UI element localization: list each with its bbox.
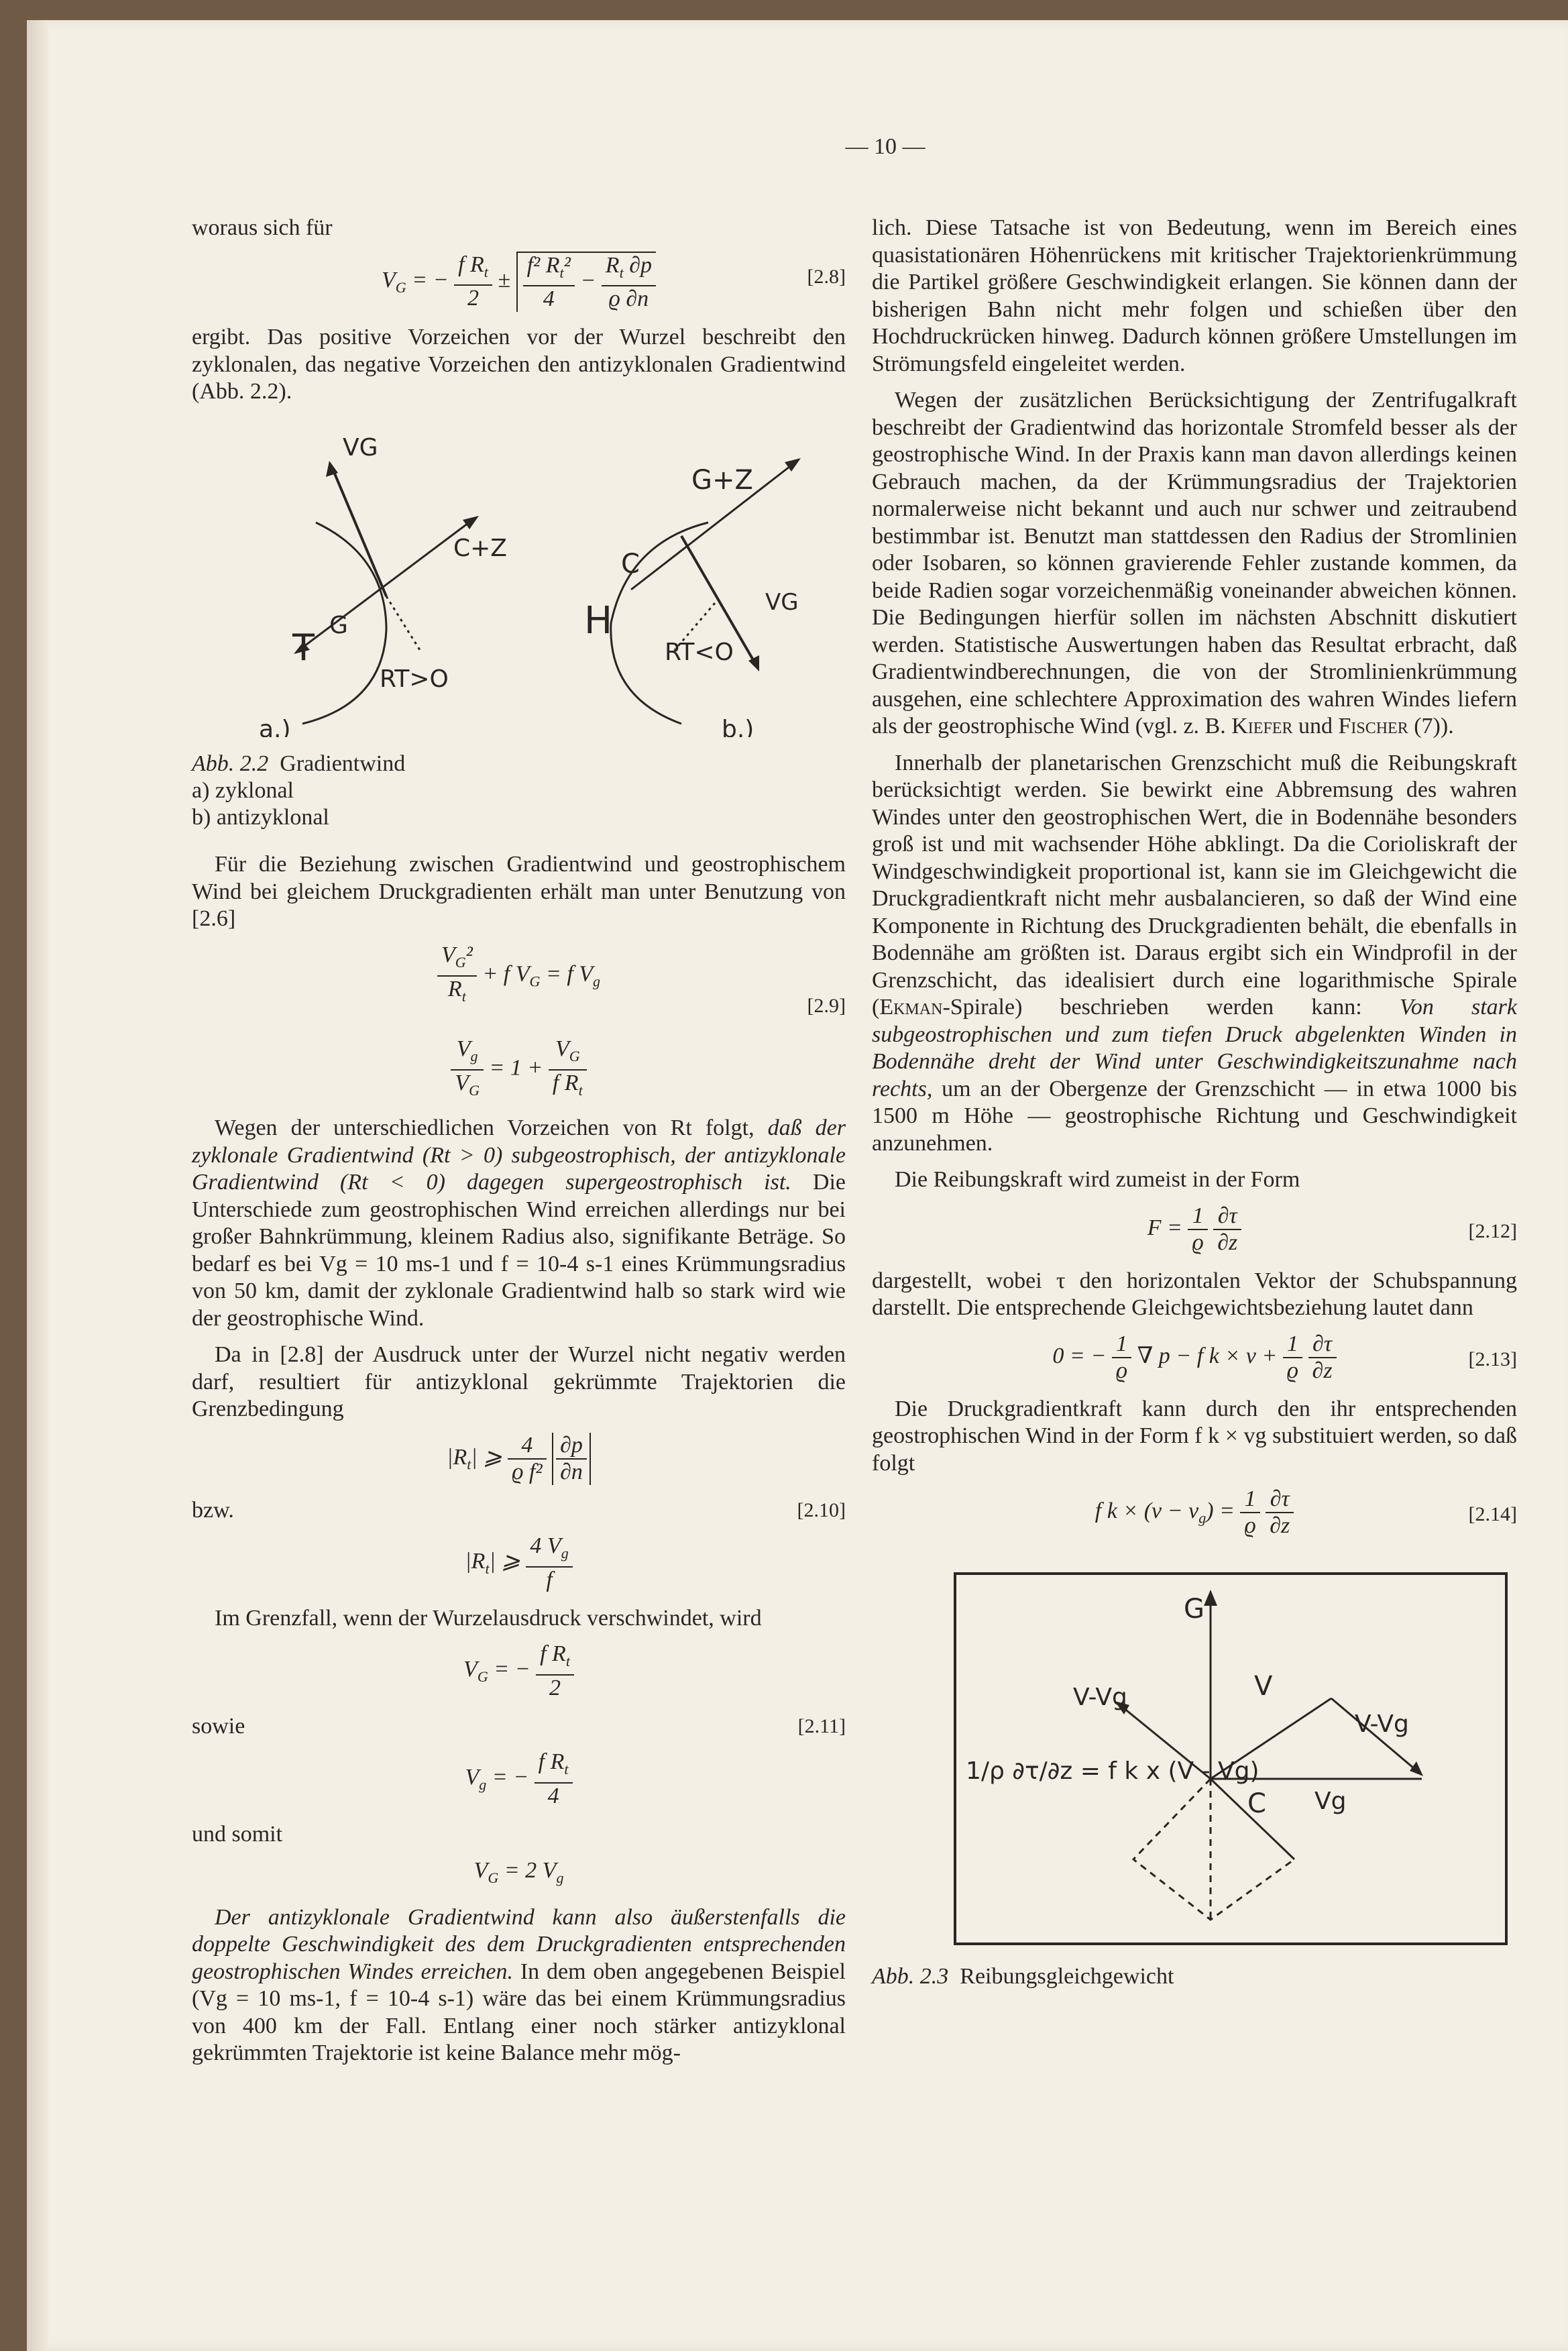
caption-abb-2-3: Abb. 2.3 Reibungsgleichgewicht (872, 1963, 1174, 1989)
label-c: C (1247, 1788, 1266, 1819)
arrow-vg-a (333, 469, 386, 596)
left-column (192, 215, 846, 2077)
paragraph: dargestellt, wobei τ den horizontalen Vektor der Schubspannung darstellt. Die entsprechende Gleichgewichtsbeziehung lautet dann (872, 1268, 1517, 1320)
arrowhead (1204, 1590, 1217, 1606)
intro-text: woraus sich für (192, 215, 333, 240)
paragraph: Für die Beziehung zwischen Gradientwind und geostrophischem Wind bei gleichem Druckgradienten erhält man unter Benutzung von [2.6] (192, 852, 846, 932)
label-vmvg-right: V-Vg (1355, 1710, 1409, 1738)
equation-2-9: $\frac{V_G^2}{R_t}$ + f $V_G = f$ $V_g$ [2.9] $\frac{V_g}{V_G}$ = 1 + $\frac{V_G}{f R_t}$ (192, 942, 846, 1103)
label-vg: Vg (1314, 1788, 1347, 1815)
label-friction-equation: 1/ρ ∂τ/∂z = f k x (V - Vg) (966, 1757, 1259, 1785)
arrowhead (463, 516, 479, 529)
arrowhead (748, 655, 759, 671)
label-gz: G+Z (691, 464, 753, 496)
paragraph: lich. Diese Tatsache ist von Bedeutung, wenn im Bereich eines quasistationären Höhenrückens mit kritischer Trajektorienkrümmung die Partikel größere Geschwindigkeit erlangen. Sie können dann der bisherigen Bahn nicht mehr folgen und schießen über den Hochdruckrücken hinweg. Dadurch können größere Umstellungen im Strömungsfeld eingeleitet werden. (872, 215, 1517, 376)
equation-2-14: f $k \times (v - v_g)$ = $\frac{1}{ϱ}$ $\frac{\partial\tau}{\partial z}$ [2.14] (1095, 1486, 1517, 1538)
paragraph: Wegen der unterschiedlichen Vorzeichen von Rt folgt, daß der zyklonale Gradientwind (Rt > 0) subgeostrophisch, der antizyklonale Gradientwind (Rt < 0) dagegen supergeostrophisch ist. Die Unterschiede zum geostrophischen Wind erreichen allerdings nur bei großer Bahnkrümmung, kleinem Radius also, signifikante Beträge. So bedarf es bei Vg = 10 ms-1 und f = 10-4 s-1 eines Krümmungsradius von 50 km, damit der zyklonale Gradientwind halb so stark wird wie der geostrophische Wind. (192, 1115, 846, 1331)
label-H: H (584, 598, 613, 643)
label-vg-a: VG (343, 433, 378, 461)
und-somit: und somit (192, 1821, 283, 1847)
paragraph: Da in [2.8] der Ausdruck unter der Wurzel nicht negativ werden darf, resultiert für antizyklonal gekrümmte Trajektorien die Grenzbedingung (192, 1342, 846, 1422)
equation-2-10b: $|R_t|$ ⩾ $\frac{4 V_g}{f}$ (192, 1533, 846, 1593)
dashed-construction (1133, 1779, 1294, 1920)
eq-number: [2.8] (807, 265, 846, 288)
sowie-row: sowie [2.11] (192, 1714, 846, 1739)
equation-2-10: $|R_t|$ ⩾ $\frac{4}{\text{ϱ f²}}$ $\frac{\partial p}{\partial n}$ (192, 1433, 846, 1485)
radius-a (386, 596, 420, 650)
equation-2-11a: $V_G$ = − $\frac{f R_t}{2}$ (192, 1641, 846, 1701)
paragraph: Der antizyklonale Gradientwind kann also äußerstenfalls die doppelte Geschwindigkeit des dem Druckgradienten entsprechenden geostrophischen Windes erreichen. In dem oben angegebenen Beispiel (Vg = 10 ms-1, f = 10-4 s-1) wäre das bei einem Krümmungsradius von 400 km der Fall. Entlang einer noch stärker antizyklonal gekrümmten Trajektorie ist keine Balance mehr mög- (192, 1904, 846, 2066)
paragraph: Im Grenzfall, wenn der Wurzelausdruck verschwindet, wird (215, 1605, 762, 1631)
eq-number: [2.9] (807, 994, 846, 1017)
label-cz: C+Z (453, 534, 507, 562)
equation-2-11c: $V_G = 2$ $V_g$ (473, 1858, 564, 1887)
right-column (872, 215, 1517, 2010)
equation-2-13: 0 = − $\frac{1}{ϱ}$ ∇ p − f k × v + $\frac{1}{ϱ}$ $\frac{\partial\tau}{\partial z}$ [2.13] (1052, 1331, 1517, 1383)
label-vg-b: VG (765, 588, 799, 616)
label-b: b.) (722, 715, 754, 737)
label-c-b: C (621, 548, 640, 580)
figure-reibungsgleichgewicht (952, 1571, 1509, 1947)
paragraph: Wegen der zusätzlichen Berücksichtigung der Zentrifugalkraft beschreibt der Gradientwind das horizontale Stromfeld besser als der geostrophische Wind. In der Praxis kann man davon allerdings keinen Gebrauch machen, da der Krümmungsradius der Trajektorien normalerweise nicht bekannt und auch nur schwer und zeitraubend bestimmbar ist. Benutzt man stattdessen den Radius der Stromlinien oder Isobaren, so können gravierende Fehler zustande kommen, da beide Radien sogar vorzeichenmäßig voneinander abweichen können. Die Bedingungen hierfür sollen im nächsten Abschnitt diskutiert werden. Statistische Auswertungen haben das Resultat erbracht, daß Gradientwindberechnungen, die von der Stromlinienkrümmung ausgehen, eine schlechtere Approximation des wahren Windes liefern als der geostrophische Wind (vgl. z. B. Kiefer und Fischer (7)). (872, 388, 1517, 739)
figure-gradientwind (192, 429, 846, 737)
paragraph: Die Druckgradientkraft kann durch den ihr entsprechenden geostrophischen Wind in der Form f k × vg substituiert werden, so daß folgt (872, 1396, 1517, 1476)
paragraph: Die Reibungskraft wird zumeist in der Form (895, 1167, 1300, 1192)
arrowhead (1410, 1761, 1423, 1776)
page-number: — 10 — (845, 134, 926, 159)
label-rt-a: RT>O (380, 665, 449, 693)
label-g-a: G (329, 611, 348, 639)
label-a: a.) (259, 715, 291, 737)
label-rt-b: RT<O (665, 638, 734, 666)
equation-2-11b: $V_g$ = − $\frac{f R_t}{4}$ (192, 1749, 846, 1809)
page (27, 20, 1568, 2351)
label-g: G (1184, 1594, 1205, 1625)
paragraph: ergibt. Das positive Vorzeichen vor der Wurzel beschreibt den zyklonalen, das negative Vorzeichen den antizyklonalen Gradientwind (Abb. 2.2). (192, 325, 846, 404)
label-T: T (292, 626, 315, 669)
label-v: V (1254, 1671, 1273, 1702)
equation-2-8: $V_G$ = − $\frac{f R_t}{2}$ ± $\frac{f^2 R_t^2}{4}$ − $\frac{R_t \partial p}{ϱ \partial n}$ [2.8] (382, 252, 846, 312)
paragraph: Innerhalb der planetarischen Grenzschicht muß die Reibungskraft berücksichtigt werden. Sie bewirkt eine Abbremsung des wahren Windes unter den geostrophischen Wert, die in Bodennähe besonders groß ist und mit wachsender Höhe abklingt. Da die Corioliskraft der Windgeschwindigkeit proportional ist, kann sie im Gleichgewicht die Druckgradientkraft nicht mehr ausbalancieren, so daß der Wind eine Komponente in Richtung des Druckgradienten behält, die ebenfalls in Bodennähe am größten ist. Daraus ergibt sich ein Windprofil in der Grenzschicht, das idealisiert durch eine logarithmische Spirale (Ekman-Spirale) beschrieben werden kann: Von stark subgeostrophischen und zum tiefen Druck abgelenkten Winden in Bodennähe dreht der Wind unter Geschwindigkeitszunahme nach rechts, um an der Obergenze der Grenzschicht — in etwa 1000 bis 1500 m Höhe — geostrophische Richtung und Geschwindigkeit anzunehmen. (872, 750, 1517, 1156)
label-vmvg-left: V-Vg (1073, 1684, 1127, 1711)
bzw-row: bzw. [2.10] (192, 1497, 846, 1523)
caption-abb-2-2: Abb. 2.2 Gradientwind a) zyklonal b) antizyklonal (192, 751, 406, 830)
equation-2-12: F = $\frac{1}{ϱ}$ $\frac{\partial\tau}{\partial z}$ [2.12] (1147, 1203, 1517, 1255)
